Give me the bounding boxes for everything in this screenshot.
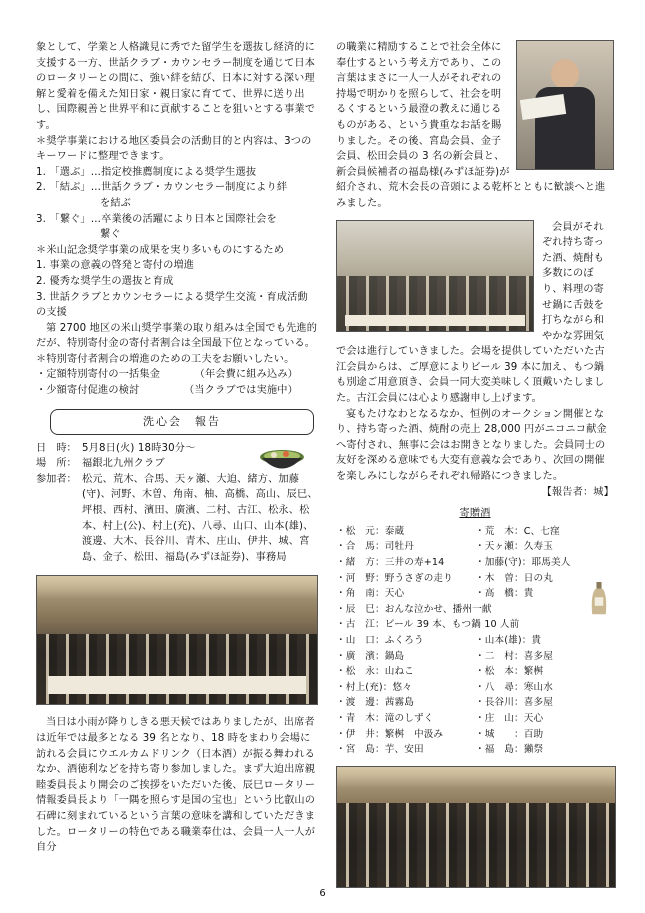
increase-heading: ＊特別寄付者割合の増進のための工夫をお願いしたい。 (36, 353, 295, 365)
gift-row: ・河 野：野うさぎの走り ・木 曽：日の丸 (336, 572, 553, 584)
gift-row: ・渡 邊：茜霧島 ・長谷川：喜多屋 (336, 697, 553, 709)
method-row: ・定額特別寄付の一括集金 （年会費に組み込み） (36, 369, 298, 381)
gift-row: ・宮 島：芋、安田 ・福 島：獺祭 (336, 744, 544, 756)
attendees-value: 松元、荒木、合馬、天ヶ瀬、大迫、緒方、加藤(守)、河野、木曽、角南、柚、高橋、高山、辰巳、坪根、西村、濱田、廣濱、二村、古江、松永、松本、村上(公)、村上(充)、八尋、山口、山本(雄)、渡邊、大木、長谷川、青木、庄山、伊井、城、宮島、金子、松田、福島(みずほ証券)、事務局 (82, 473, 318, 563)
method-row: ・少額寄付促進の検討 （当クラブでは実施中） (36, 385, 298, 397)
attendees-row (36, 472, 318, 566)
gift-row: ・松 永：山ねこ ・松 本：繁桝 (336, 666, 544, 678)
yoneyama-heading: ＊米山記念奨学事業の成果を実り多いものにするため (36, 244, 285, 256)
date-value: 5月8日(火) 18時30分～ (82, 442, 196, 454)
gift-row: ・辰 巳：おんな泣かせ、播州一献 (336, 603, 492, 615)
speaker-photo (516, 40, 614, 170)
place-value: 福銀北九州クラブ (82, 458, 165, 470)
meeting-title-box (50, 409, 314, 435)
keyword-item: 2. 「結ぶ」…世話クラブ・カウンセラー制度により絆 (36, 182, 288, 194)
gift-row: ・伊 井：繁桝 中汲み ・城 ：百助 (336, 728, 544, 740)
gift-row: ・廣 濱：鍋島 ・二 村：喜多屋 (336, 650, 553, 662)
gift-row: ・合 馬：司牡丹 ・天ヶ瀬：久寿玉 (336, 541, 553, 553)
place-label: 場 所： (36, 458, 77, 470)
keyword-item: 1. 「選ぶ」…指定校推薦制度による奨学生選抜 (36, 166, 257, 178)
gift-row: ・山 口：ふくろう ・山本(雄)：貴 (336, 634, 542, 646)
meeting-title: 洗心会 報告 (143, 414, 221, 428)
right-paragraph-1: の職業に精励することで社会全体に奉仕するという考え方であり、この言葉はまさに一人一人がそれぞれの持場で明かりを照らして、社会を明るくするという最澄の教えに通じるものがある、という貴重なお話を賜りました。その後、宮島会員、金子会員、松田会員の 3 名の新会員と、新会員候補者の福島様(みずほ証券)が紹介され、荒木会長の音頭による乾杯とともに歓談へと進みました。 (336, 42, 606, 209)
point-item: 2. 優秀な奨学生の選抜と育成 (36, 275, 174, 287)
hotpot-icon (258, 445, 306, 475)
reporter: 【報告者：城】 (541, 486, 614, 498)
scholar-heading: ＊奨学事業における地区委員会の活動目的と内容は、3つのキーワードに整理できます。 (36, 135, 312, 163)
gift-row: ・村上(充)：悠々 ・八 尋：寒山水 (336, 681, 553, 693)
right-paragraph-3: 宴もたけなわとなるなか、恒例のオークション開催となり、持ち寄った酒、焼酎の売上 28,000 円がニコニコ献金へ寄付され、無事に会はお開きとなりました。会員同士の友好を深める意味でも大変有意義な会であり、次回の開催を楽しみにしながらそれぞれ帰路につきました。 (336, 408, 607, 483)
gift-row: ・古 江：ビール 39 本、もつ鍋 10 人前 (336, 619, 520, 631)
group-photo-2 (336, 766, 616, 888)
point-item: 1. 事業の意義の啓発と寄付の増進 (36, 260, 195, 272)
intro-paragraph: 象として、学業と人格識見に秀でた留学生を選抜し経済的に支援する一方、世話クラブ・カウンセラー制度を通じて日本のロータリーとの間に、強い絆を結び、日本に対する深い理解と愛着を備えた知日家・親日家に育てて、世界に送り出し、国際親善と世界平和に貢献することを狙いとする事業です。 (36, 42, 316, 131)
right-column (336, 40, 614, 888)
gift-row: ・松 元：泰蔵 ・荒 木：C、七窪 (336, 525, 560, 537)
point-item: 3. 世話クラブとカウンセラーによる奨学生交流・育成活動の支援 (36, 291, 308, 319)
group-photo (36, 575, 318, 705)
banquet-photo (336, 220, 534, 332)
sake-bottle-icon (590, 582, 608, 616)
date-label: 日 時： (36, 442, 77, 454)
meeting-body: 当日は小雨が降りしきる悪天候ではありましたが、出席者は近年では最多となる 39 名となり、18 時をまわり会場に訪れる会員にウエルカムドリンク（日本酒）が振る舞われるなか、酒徳利などを持ち寄り参加しました。まず大迫出席親睦委員長より開会のご挨拶をいただいた後、辰巳ロータリー情報委員長より「一隅を照らす是国の宝也」という比叡山の石碑に刻まれているという言葉の意味を講和していただきました。ロータリーの特色である職業奉仕は、会員一人一人が自分 (36, 717, 316, 854)
gift-row: ・角 南：天心 ・高 橋：貴 (336, 588, 534, 600)
keyword-item: 3. 「繋ぐ」…卒業後の活躍により日本と国際社会を (36, 213, 277, 225)
attendees-label: 参加者： (36, 473, 77, 485)
gift-list (336, 524, 614, 758)
right-paragraph-2: 会員がそれぞれ持ち寄った酒、焼酎も多数にのぼり、料理の寄せ鍋に舌鼓を打ちながら和やかな雰囲気で会は進行していきました。会場を提供していただいた古江会員からは、ご厚意によりビール 39 本に加え、もつ鍋も別途ご用意頂き、会員一同大変美味しく頂戴いたしました。古江会員には心より感謝申し上げます。 (336, 221, 605, 405)
keyword-continued: 繋ぐ (100, 229, 121, 241)
gift-row: ・青 木：滝のしずく ・庄 山：天心 (336, 712, 544, 724)
keyword-continued: を結ぶ (100, 197, 132, 209)
gift-row: ・緒 方：三井の寿+14 ・加藤(守)：耶馬美人 (336, 557, 571, 568)
page-number: 6 (319, 888, 326, 899)
district-paragraph: 第 2700 地区の米山奨学事業の取り組みは全国でも先進的だが、特別寄付金の寄付者割合は全国最下位となっている。 (36, 322, 318, 350)
gift-title: 寄贈酒 (459, 508, 491, 520)
